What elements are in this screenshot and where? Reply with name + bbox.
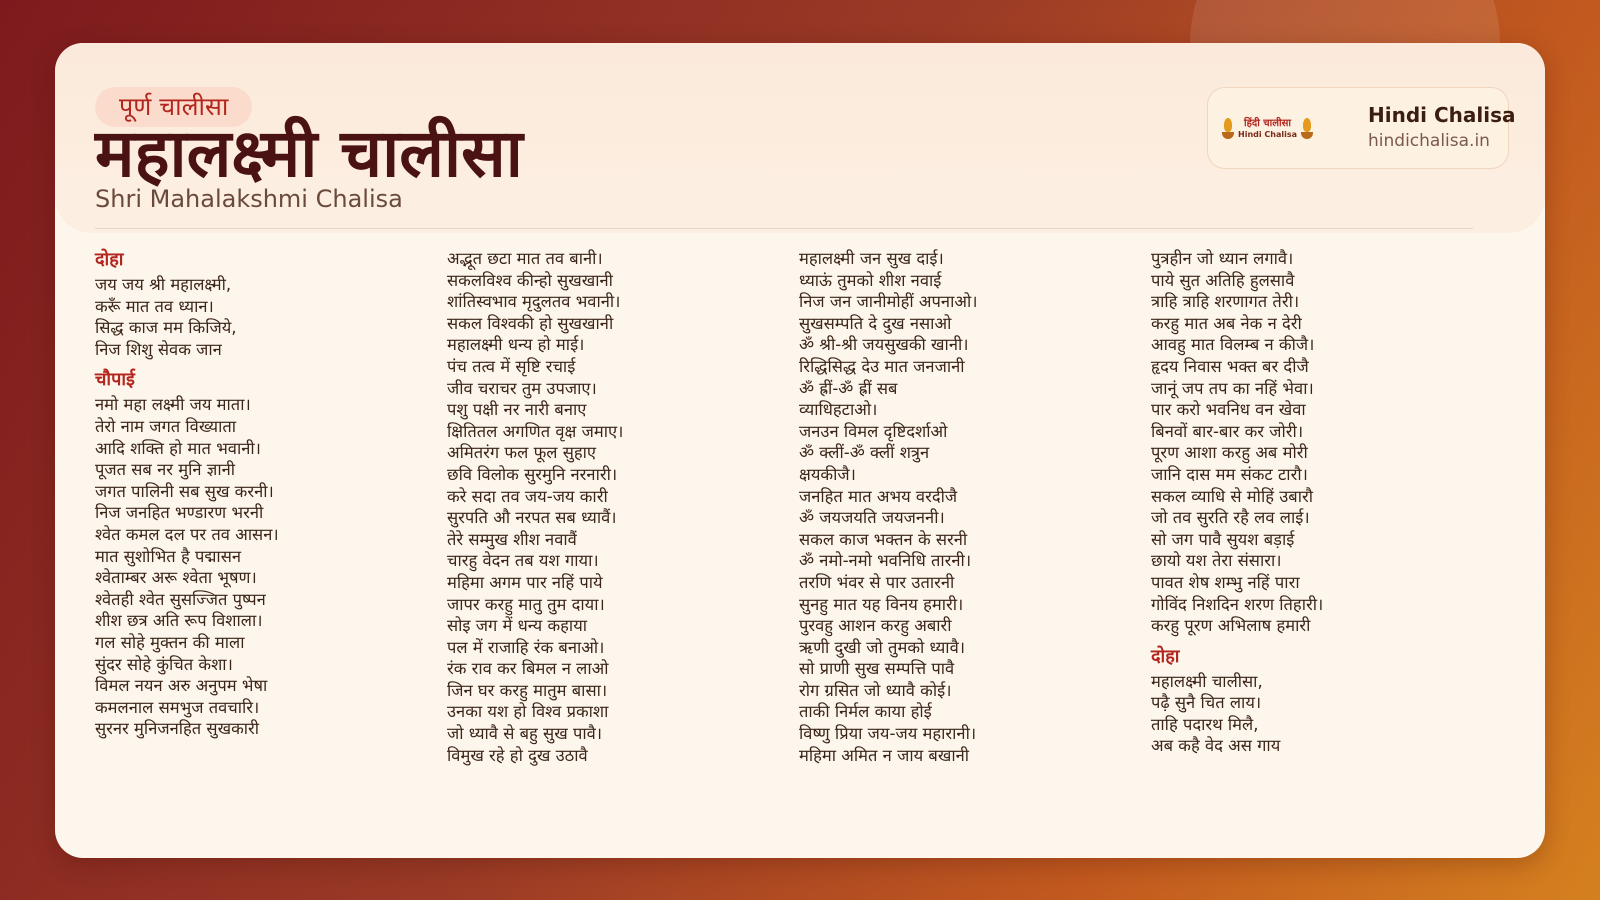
page-title-hindi: महालक्ष्मी चालीसा	[95, 115, 523, 192]
verse-line: सोइ जग में धन्य कहाया	[447, 616, 588, 636]
verse-line: निज शिशु सेवक जान	[95, 339, 222, 359]
verse-line: सुंदर सोहे कुंचित केशा।	[95, 654, 233, 674]
verse-line: सो जग पावै सुयश बड़ाई	[1151, 529, 1295, 549]
verse-line: पावत शेष शम्भु नहिं पारा	[1151, 572, 1300, 592]
doha-heading: दोहा	[1151, 645, 1180, 667]
brand-logo-text-hindi: हिंदी चालीसा	[1244, 118, 1291, 129]
header-divider	[95, 228, 1473, 229]
text-column-1	[95, 248, 435, 740]
verse-line: विमुख रहे हो दुख उठावै	[447, 745, 588, 765]
verse-line: उनका यश हो विश्व प्रकाशा	[447, 702, 609, 722]
doha-heading: दोहा	[95, 249, 124, 270]
verse-line: जो तव सुरति रहै लव लाई।	[1151, 508, 1310, 528]
chaupai-verses-part-1	[95, 394, 435, 740]
verse-line: महिमा अगम पार नहिं पाये	[447, 572, 603, 592]
verse-line: पढ़ै सुनै चित लाय।	[1151, 693, 1262, 713]
verse-line: ॐ श्री-श्री जयसुखकी खानी।	[799, 335, 969, 355]
verse-line: श्वेत कमल दल पर तव आसन।	[95, 524, 279, 544]
verse-line: ॐ ह्रीं-ॐ ह्रीं सब	[799, 378, 898, 398]
verse-line: पुरवहु आशन करहु अबारी	[799, 616, 952, 636]
verse-line: जनउन विमल दृष्टिदर्शाओ	[799, 421, 948, 441]
verse-line: पल में राजाहि रंक बनाओ।	[447, 637, 605, 657]
verse-line: महिमा अमित न जाय बखानी	[799, 745, 970, 765]
brand-box[interactable]	[1207, 87, 1516, 169]
verse-line: सिद्ध काज मम किजिये,	[95, 318, 237, 338]
brand-logo	[1222, 114, 1322, 144]
verse-line: जानि दास मम संकट टारौ।	[1151, 464, 1308, 484]
verse-line: रोग ग्रसित जो ध्यावै कोई।	[799, 680, 952, 700]
header-band	[55, 43, 1545, 233]
verse-line: पशु पक्षी नर नारी बनाए	[447, 400, 587, 420]
verse-line: जो ध्यावै से बहु सुख पावै।	[447, 724, 603, 744]
verse-line: पार करो भवनिध वन खेवा	[1151, 400, 1306, 420]
verse-line: त्राहि त्राहि शरणागत तेरी।	[1151, 292, 1300, 312]
verse-line: महालक्ष्मी धन्य हो माई।	[447, 335, 585, 355]
verse-line: विष्णु प्रिया जय-जय महारानी।	[799, 724, 977, 744]
text-column-2	[447, 248, 787, 766]
verse-line: जीव चराचर तुम उपजाए।	[447, 378, 597, 398]
verse-line: ध्याऊं तुमको शीश नवाई	[799, 270, 942, 290]
chalisa-card	[55, 43, 1545, 858]
verse-line: छायो यश तेरा संसारा।	[1151, 551, 1282, 571]
verse-line: जापर करहु मातु तुम दाया।	[447, 594, 605, 614]
verse-line: जगत पालिनी सब सुख करनी।	[95, 481, 274, 501]
verse-line: क्षितितल अगणित वृक्ष जमाए।	[447, 421, 624, 441]
verse-line: ऋणी दुखी जो तुमको ध्यावै।	[799, 637, 965, 657]
verse-line: सो प्राणी सुख सम्पत्ति पावै	[799, 659, 955, 679]
verse-line: व्याधिहटाओ।	[799, 400, 878, 420]
verse-line: आदि शक्ति हो मात भवानी।	[95, 438, 261, 458]
verse-line: करहु मात अब नेक न देरी	[1151, 313, 1302, 333]
verse-line: सकल व्याधि से मोहिं उबारौ	[1151, 486, 1313, 506]
verse-line: अमितरंग फल फूल सुहाए	[447, 443, 597, 463]
verse-line: सुखसम्पति दे दुख नसाओ	[799, 313, 952, 333]
verse-line: रिद्धिसिद्ध देउ मात जनजानी	[799, 356, 965, 376]
verse-line: गल सोहे मुक्तन की माला	[95, 632, 245, 652]
brand-url-link[interactable]: hindichalisa.in	[1368, 131, 1490, 151]
verse-line: जय जय श्री महालक्ष्मी,	[95, 275, 232, 294]
verse-line: बिनवों बार-बार कर जोरी।	[1151, 421, 1304, 441]
verse-line: ॐ क्लीं-ॐ क्लीं शत्रुन	[799, 443, 930, 463]
verse-line: पंच तत्व में सृष्टि रचाई	[447, 356, 576, 376]
verse-line: मात सुशोभित है पद्मासन	[95, 546, 242, 566]
verse-line: रंक राव कर बिमल न लाओ	[447, 659, 609, 679]
text-column-4	[1151, 248, 1491, 757]
verse-line: छवि विलोक सुरमुनि नरनारी।	[447, 464, 618, 484]
chaupai-verses-part-4	[1151, 248, 1491, 637]
verse-line: पूरण आशा करहु अब मोरी	[1151, 443, 1308, 463]
verse-line: सकलविश्व कीन्हो सुखखानी	[447, 270, 613, 290]
verse-line: श्वेतही श्वेत सुसज्जित पुष्पन	[95, 589, 266, 609]
verse-line: नमो महा लक्ष्मी जय माता।	[95, 395, 251, 415]
verse-line: ताकी निर्मल काया होई	[799, 702, 932, 722]
verse-line: गोविंद निशदिन शरण तिहारी।	[1151, 594, 1324, 614]
category-badge: पूर्ण चालीसा	[95, 87, 252, 127]
verse-line: सकल विश्वकी हो सुखखानी	[447, 313, 614, 333]
verse-line: कमलनाल समभुज तवचारि।	[95, 697, 260, 717]
text-column-3	[799, 248, 1139, 766]
chaupai-heading: चौपाई	[95, 369, 135, 391]
verse-line: करहु पूरण अभिलाष हमारी	[1151, 616, 1311, 636]
verse-line: करूँ मात तव ध्यान।	[95, 296, 214, 316]
verse-line: करे सदा तव जय-जय कारी	[447, 486, 608, 506]
verse-line: जानूं जप तप का नहिं भेवा।	[1151, 378, 1314, 398]
verse-line: जिन घर करहु मातुम बासा।	[447, 680, 608, 700]
verse-line: अब कहै वेद अस गाय	[1151, 736, 1281, 756]
verse-line: सुरनर मुनिजनहित सुखकारी	[95, 719, 260, 739]
verse-line: शांतिस्वभाव मृदुलतव भवानी।	[447, 292, 621, 312]
verse-line: निज जन जानीमोहीं अपनाओ।	[799, 292, 978, 312]
verse-line: पाये सुत अतिहि हुलसावै	[1151, 270, 1295, 290]
verse-line: शीश छत्र अति रूप विशाला।	[95, 611, 263, 631]
verse-line: निज जनहित भण्डारण भरनी	[95, 503, 264, 523]
brand-logo-text-english: Hindi Chalisa	[1238, 130, 1297, 139]
chaupai-verses-part-2	[447, 248, 787, 766]
opening-doha	[95, 274, 435, 360]
verse-line: ॐ नमो-नमो भवनिधि तारनी।	[799, 551, 972, 571]
verse-line: ताहि पदारथ मिलै,	[1151, 714, 1259, 734]
verse-line: महालक्ष्मी चालीसा,	[1151, 671, 1263, 691]
verse-line: हृदय निवास भक्त बर दीजै	[1151, 356, 1309, 376]
verse-line: विमल नयन अरु अनुपम भेषा	[95, 676, 268, 696]
brand-name: Hindi Chalisa	[1368, 103, 1516, 127]
lamp-left-icon	[1222, 118, 1234, 140]
verse-line: अद्भूत छटा मात तव बानी।	[447, 249, 603, 268]
verse-line: महालक्ष्मी जन सुख दाई।	[799, 249, 944, 268]
verse-line: सुनहु मात यह विनय हमारी।	[799, 594, 964, 614]
page-subtitle-english: Shri Mahalakshmi Chalisa	[95, 185, 403, 213]
verse-line: चारहु वेदन तब यश गाया।	[447, 551, 599, 571]
verse-line: तेरे सम्मुख शीश नवावैं	[447, 529, 577, 549]
verse-line: ॐ जयजयति जयजननी।	[799, 508, 945, 528]
lamp-right-icon	[1301, 118, 1313, 140]
closing-doha	[1151, 671, 1491, 757]
verse-line: क्षयकीजै।	[799, 464, 856, 484]
verse-line: पूजत सब नर मुनि ज्ञानी	[95, 460, 236, 480]
verse-line: जनहित मात अभय वरदीजै	[799, 486, 958, 506]
chaupai-verses-part-3	[799, 248, 1139, 766]
verse-line: सुरपति औ नरपत सब ध्यावैं।	[447, 508, 617, 528]
verse-line: श्वेताम्बर अरू श्वेता भूषण।	[95, 568, 257, 588]
verse-line: आवहु मात विलम्ब न कीजै।	[1151, 335, 1315, 355]
verse-line: पुत्रहीन जो ध्यान लगावै।	[1151, 249, 1294, 268]
verse-line: तरणि भंवर से पार उतारनी	[799, 572, 955, 592]
verse-line: सकल काज भक्तन के सरनी	[799, 529, 968, 549]
verse-line: तेरो नाम जगत विख्याता	[95, 416, 237, 436]
